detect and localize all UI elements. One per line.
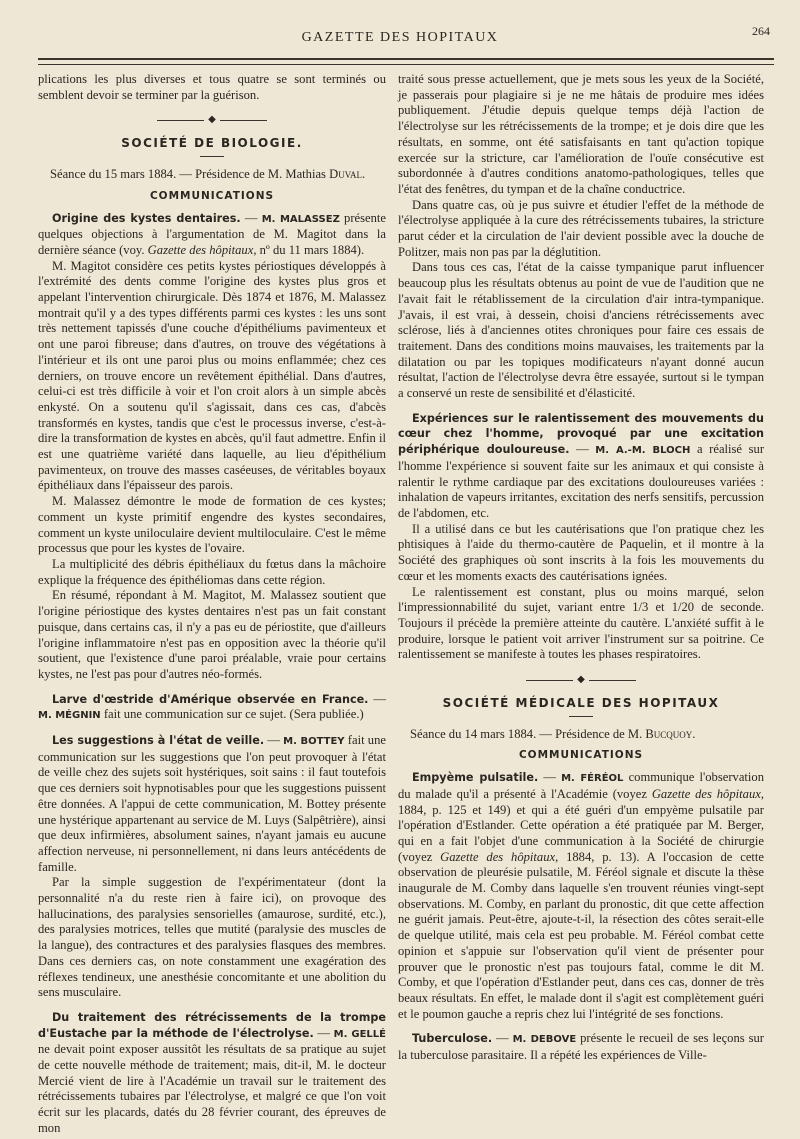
trompe-title: Du traitement des rétrécissements de la trompe d'Eustache par la méthode de l'électrolyse.: [38, 1010, 386, 1040]
trompe-paragraph: [38, 1010, 386, 1137]
society-title-medicale: SOCIÉTÉ MÉDICALE DES HOPITAUX: [442, 696, 720, 711]
larve-title: Larve d'œstride d'Amérique observée en France.: [52, 692, 369, 706]
larve-dash: —: [368, 691, 386, 706]
running-title: GAZETTE DES HOPITAUX: [301, 30, 499, 45]
empyeme-text-3: , 1884, p. 13). A l'occasion de cette observation de pleurésie pulsatile, M. Féréol signale et discute la thèse inaugurale de M. Comby dans laquelle s'en trouvent réunies vingt-sept observations. M. Comby, en parlant du pronostic, dit que cette affection ne guérit jamais. Peut-être, ajoute-t-il, la résection des côtes serait-elle de quelque utilité, mais cela est peu probable. M. Féréol combat cette opinion et s'appuie sur l'observation qu'il vient de présenter pour prouver que le pronostic n'est pas toujours fatal, comme le dit M. Comby, et que l'opération d'Estlander peut, dans ces cas, donner de très beaux résultats. En effet, le malade dont il s'agit est complètement guéri et le poumon gauche a repris chez lui l'intégrité de ses fonctions.: [398, 849, 764, 1021]
left-column: [38, 72, 386, 1137]
communications-heading: COMMUNICATIONS: [149, 189, 275, 202]
kystes-title: Origine des kystes dentaires.: [52, 211, 241, 225]
kystes-speaker: M. MALASSEZ: [261, 213, 340, 225]
ralentissement-text: a réalisé sur l'homme l'expérience si souvent faite sur les animaux et qui consiste à ralentir le rythme cardiaque par des excitations douloureuses variées : inhalation de vapeurs irritantes, excitation des nerfs sensitifs, percussion de l'abdomen, etc.: [398, 442, 765, 520]
suggestions-paragraph-1: [38, 733, 386, 875]
empyeme-reference-1: Gazette des hôpitaux: [651, 786, 761, 801]
seance-president: Bucquoy: [645, 726, 693, 741]
trompe-continuation-3: Dans tous ces cas, l'état de la caisse tympanique parut influencer beaucoup plus les résultats obtenus au point de vue de l'audition que ne l'avait fait le rétablissement de la circulation d'air intra-tympanique. J'avais, il est vrai, à dessein, choisi d'anciens rétrécissements avec sclérose, liés à d'anciennes otites chroniques pour faire ces essais de traitement. Dans des conditions moins mauvaises, les traitements par la dilatation ou par les topiques modificateurs n'ayant donné aucun résultat, l'action de l'électrolyse devra être essayée, surtout si le tympan a conservé un reste de sensibilité et d'élasticité.: [398, 260, 764, 401]
tuberculose-paragraph: [398, 1031, 764, 1063]
kystes-paragraph-1: [38, 211, 386, 259]
empyeme-paragraph: [398, 770, 764, 1022]
larve-speaker: M. MÉGNIN: [38, 710, 101, 722]
section-separator: ◆: [157, 115, 267, 124]
kystes-text: présente quelques objections à l'argumentation de M. Magitot dans la dernière séance (voy.: [38, 210, 386, 257]
suggestions-title: Les suggestions à l'état de veille.: [52, 734, 265, 748]
tuberculose-dash: —: [492, 1031, 513, 1046]
seance-text: Séance du 15 mars 1884. — Présidence de M. Mathias: [50, 167, 330, 182]
kystes-paragraph-4: La multiplicité des débris épithéliaux du fœtus dans la mâchoire explique la fréquence des épithéliomas dans cette région.: [38, 556, 386, 587]
ralentissement-dash: —: [569, 442, 596, 457]
seance-president: Duval: [329, 167, 363, 182]
seance-line-biologie: [38, 167, 386, 183]
empyeme-dash: —: [538, 770, 562, 785]
kystes-dash: —: [240, 210, 262, 225]
suggestions-paragraph-2: Par la simple suggestion de l'expérimentateur (dont la personnalité n'a du reste rien à faire ici), on provoque des hallucinations, des paralysies sensorielles (amaurose, surdité, etc.), des paralysies motrices, telles que mutité (paralysie des muscles de la langue), des contractures et des paralysies flasques des membres. Dans ces derniers cas, on note constamment une exagération des réflexes tendineux, une anesthésie concomitante et une abolition du sens musculaire.: [38, 875, 386, 1000]
seance-line-medicale: [398, 727, 764, 743]
trompe-continuation-2: Dans quatre cas, où je pus suivre et étudier l'effet de la méthode de l'électrolyse appliquée à la cure des rétrécissements tubaires, la stricture parut céder et la circulation de l'air devient possible avec la douche de Politzer, mais non pas par la déglutition.: [398, 197, 764, 259]
kystes-paragraph-3: M. Malassez démontre le mode de formation de ces kystes; comment un kyste primitif engendre des kystes secondaires, comment un kyste uniloculaire devient multiloculaire. C'est le même processus que pour les kystes de l'ovaire.: [38, 494, 386, 556]
seance-suffix: .: [692, 726, 696, 741]
empyeme-text-2: , 1884, p. 125 et 149) et qui a été guéri d'un empyème pulsatile par l'opération d'Estlander. Cette opération a été pratiquée par M. Berger, qui en a fait l'objet d'une communication à la Société de chirurgie (voyez: [398, 786, 764, 864]
page-number: 264: [752, 24, 770, 38]
header-rule-thick: [38, 58, 774, 60]
tuberculose-title: Tuberculose.: [412, 1032, 493, 1046]
society-title-biologie: SOCIÉTÉ DE BIOLOGIE.: [121, 136, 303, 151]
larve-paragraph: [38, 692, 386, 724]
empyeme-speaker: M. FÉRÉOL: [561, 773, 624, 785]
ralentissement-paragraph-2: Il a utilisé dans ce but les cautérisations que l'on pratique chez les phtisiques à l'aide du thermo-cautère de Paquelin, et il montre à la Société des graphiques où sont inscrits à la fois les mouvements du cœur et les moments exacts des cautérisations ignées.: [398, 521, 764, 583]
larve-text: fait une communication sur ce sujet. (Sera publiée.): [100, 707, 364, 722]
empyeme-text-1: communique l'observation du malade qu'il a présenté à l'Académie (voyez: [398, 770, 765, 801]
seance-suffix: .: [362, 167, 366, 182]
tuberculose-speaker: M. DEBOVE: [512, 1034, 577, 1046]
suggestions-text: fait une communication sur les suggestions que l'on peut provoquer à l'état de veille chez des sujets soit hystériques, soit sains : il faut toutefois que ces derniers soit hypnotisables pour que les suggestions puissent être données. A l'appui de cette communication, M. Bottey présente une hystérique appartenant au service de M. Luys (Salpêtrière), ainsi que deux infirmières, absolument saines, n'ayant jamais eu aucune affection nerveuse, ni personnellement, ni dans leurs antécédents de famille.: [38, 733, 386, 874]
communications-heading: COMMUNICATIONS: [518, 749, 644, 762]
right-column: [398, 72, 764, 1064]
kystes-text-end: , nº du 11 mars 1884).: [253, 242, 365, 257]
trompe-dash: —: [313, 1025, 334, 1040]
seance-text: Séance du 14 mars 1884. — Présidence de M.: [410, 726, 646, 741]
empyeme-title: Empyème pulsatile.: [412, 771, 539, 785]
intro-paragraph: plications les plus diverses et tous quatre se sont terminés ou semblent devoir se terminer par la guérison.: [38, 72, 386, 102]
trompe-speaker: M. GELLÉ: [333, 1028, 387, 1040]
ralentissement-speaker: M. A.-M. BLOCH: [595, 445, 691, 457]
suggestions-dash: —: [264, 733, 284, 748]
ralentissement-paragraph-1: [398, 411, 764, 522]
empyeme-reference-2: Gazette des hôpitaux: [440, 849, 556, 864]
trompe-continuation-1: traité sous presse actuellement, que je mets sous les yeux de la Société, je passerais pour plagiaire si je ne me hâtais de produire mes idées publiquement. J'étudie depuis quelque temps déjà l'action de l'électrolyse sur les rétrécissements de la trompe; et je dois dire que les résultats, en somme, ont été satisfaisants en tant qu'action topique exercée sur la stricture, car l'amélioration de l'ouïe consécutive est subordonnée à d'autres conditions anatomo-pathologiques, telles que l'état des fenêtres, du tympan et de la chaîne conductrice.: [398, 72, 764, 196]
title-rule: [569, 716, 593, 717]
kystes-reference: Gazette des hôpitaux: [147, 242, 254, 257]
title-rule: [200, 156, 224, 157]
tuberculose-text: présente le recueil de ses leçons sur la tuberculose parasitaire. Il a répété les expériences de Ville-: [398, 1031, 764, 1063]
kystes-paragraph-5: En résumé, répondant à M. Magitot, M. Malassez soutient que l'origine périostique des kystes dentaires n'est pas un fait constant puisque, dans certains cas, il n'y a pas eu de périostite, que d'ailleurs l'origine inflammatoire n'est pas en opposition avec la théorie qu'il soutient, que l'existence d'une paroi préalable, vraie pour certains kystes, ne l'est pas pour d'autres néo-formés.: [38, 588, 386, 681]
trompe-text: ne devait point exposer aussitôt les résultats de sa pratique au sujet de cette nouvelle méthode de traitement; mais, dit-il, M. le docteur Mercié vient de lire à l'Académie un travail sur le traitement des rétrécissements tubaires par l'électrolyse, et malgré ce que l'on voit écrit sur les placards, datés du 28 février courant, des épreuves de mon: [38, 1042, 386, 1135]
ralentissement-title: Expériences sur le ralentissement des mouvements du cœur chez l'homme, provoqué par une excitation périphérique douloureuse.: [398, 411, 764, 457]
kystes-paragraph-2: M. Magitot considère ces petits kystes périostiques développés à l'extrémité des dents comme l'origine des kystes plus gros et appelant l'intervention chirurgicale. Dès 1874 et 1876, M. Malassez montrait qu'il y a des types différents parmi ces kystes : les uns sont très nettement tapissés d'une couche d'épithéliums pavimenteux et ont une paroi fibreuse; dans d'autres, on trouve des végétations à l'intérieur et ils ont une paroi plus ou moins enflammée; chez ces derniers, on trouve encore un revêtement épithélial. Dans d'autres, celui-ci est très difficile à voir et l'on croit alors à un simple abcès enkysté. On a soutenu qu'il s'agissait, dans ces cas, d'abcès transformés en kystes, tandis que c'est le processus inverse, c'est-à-dire la transformation de kystes en abcès, qu'il faut admettre. Enfin il est une quatrième variété dans laquelle, au lieu d'épithélium pavimenteux, on trouve des masses caséeuses, de véritables boyaux épithéliaux dans l'épaisseur des parois.: [38, 258, 386, 493]
header-rule-thin: [38, 64, 774, 65]
ralentissement-paragraph-3: Le ralentissement est constant, plus ou moins marqué, selon l'impressionnabilité du sujet, variant entre 1/3 et 1/20 de seconde. Toujours il précède la première atteinte du cautère. L'anxiété suffit à le produire, lorsque le patient voit arriver l'instrument sur sa poitrine. Ce ralentissement se manifeste à toutes les phases respiratoires.: [398, 584, 764, 662]
suggestions-speaker: M. BOTTEY: [283, 736, 345, 748]
section-separator: ◆: [526, 675, 636, 684]
